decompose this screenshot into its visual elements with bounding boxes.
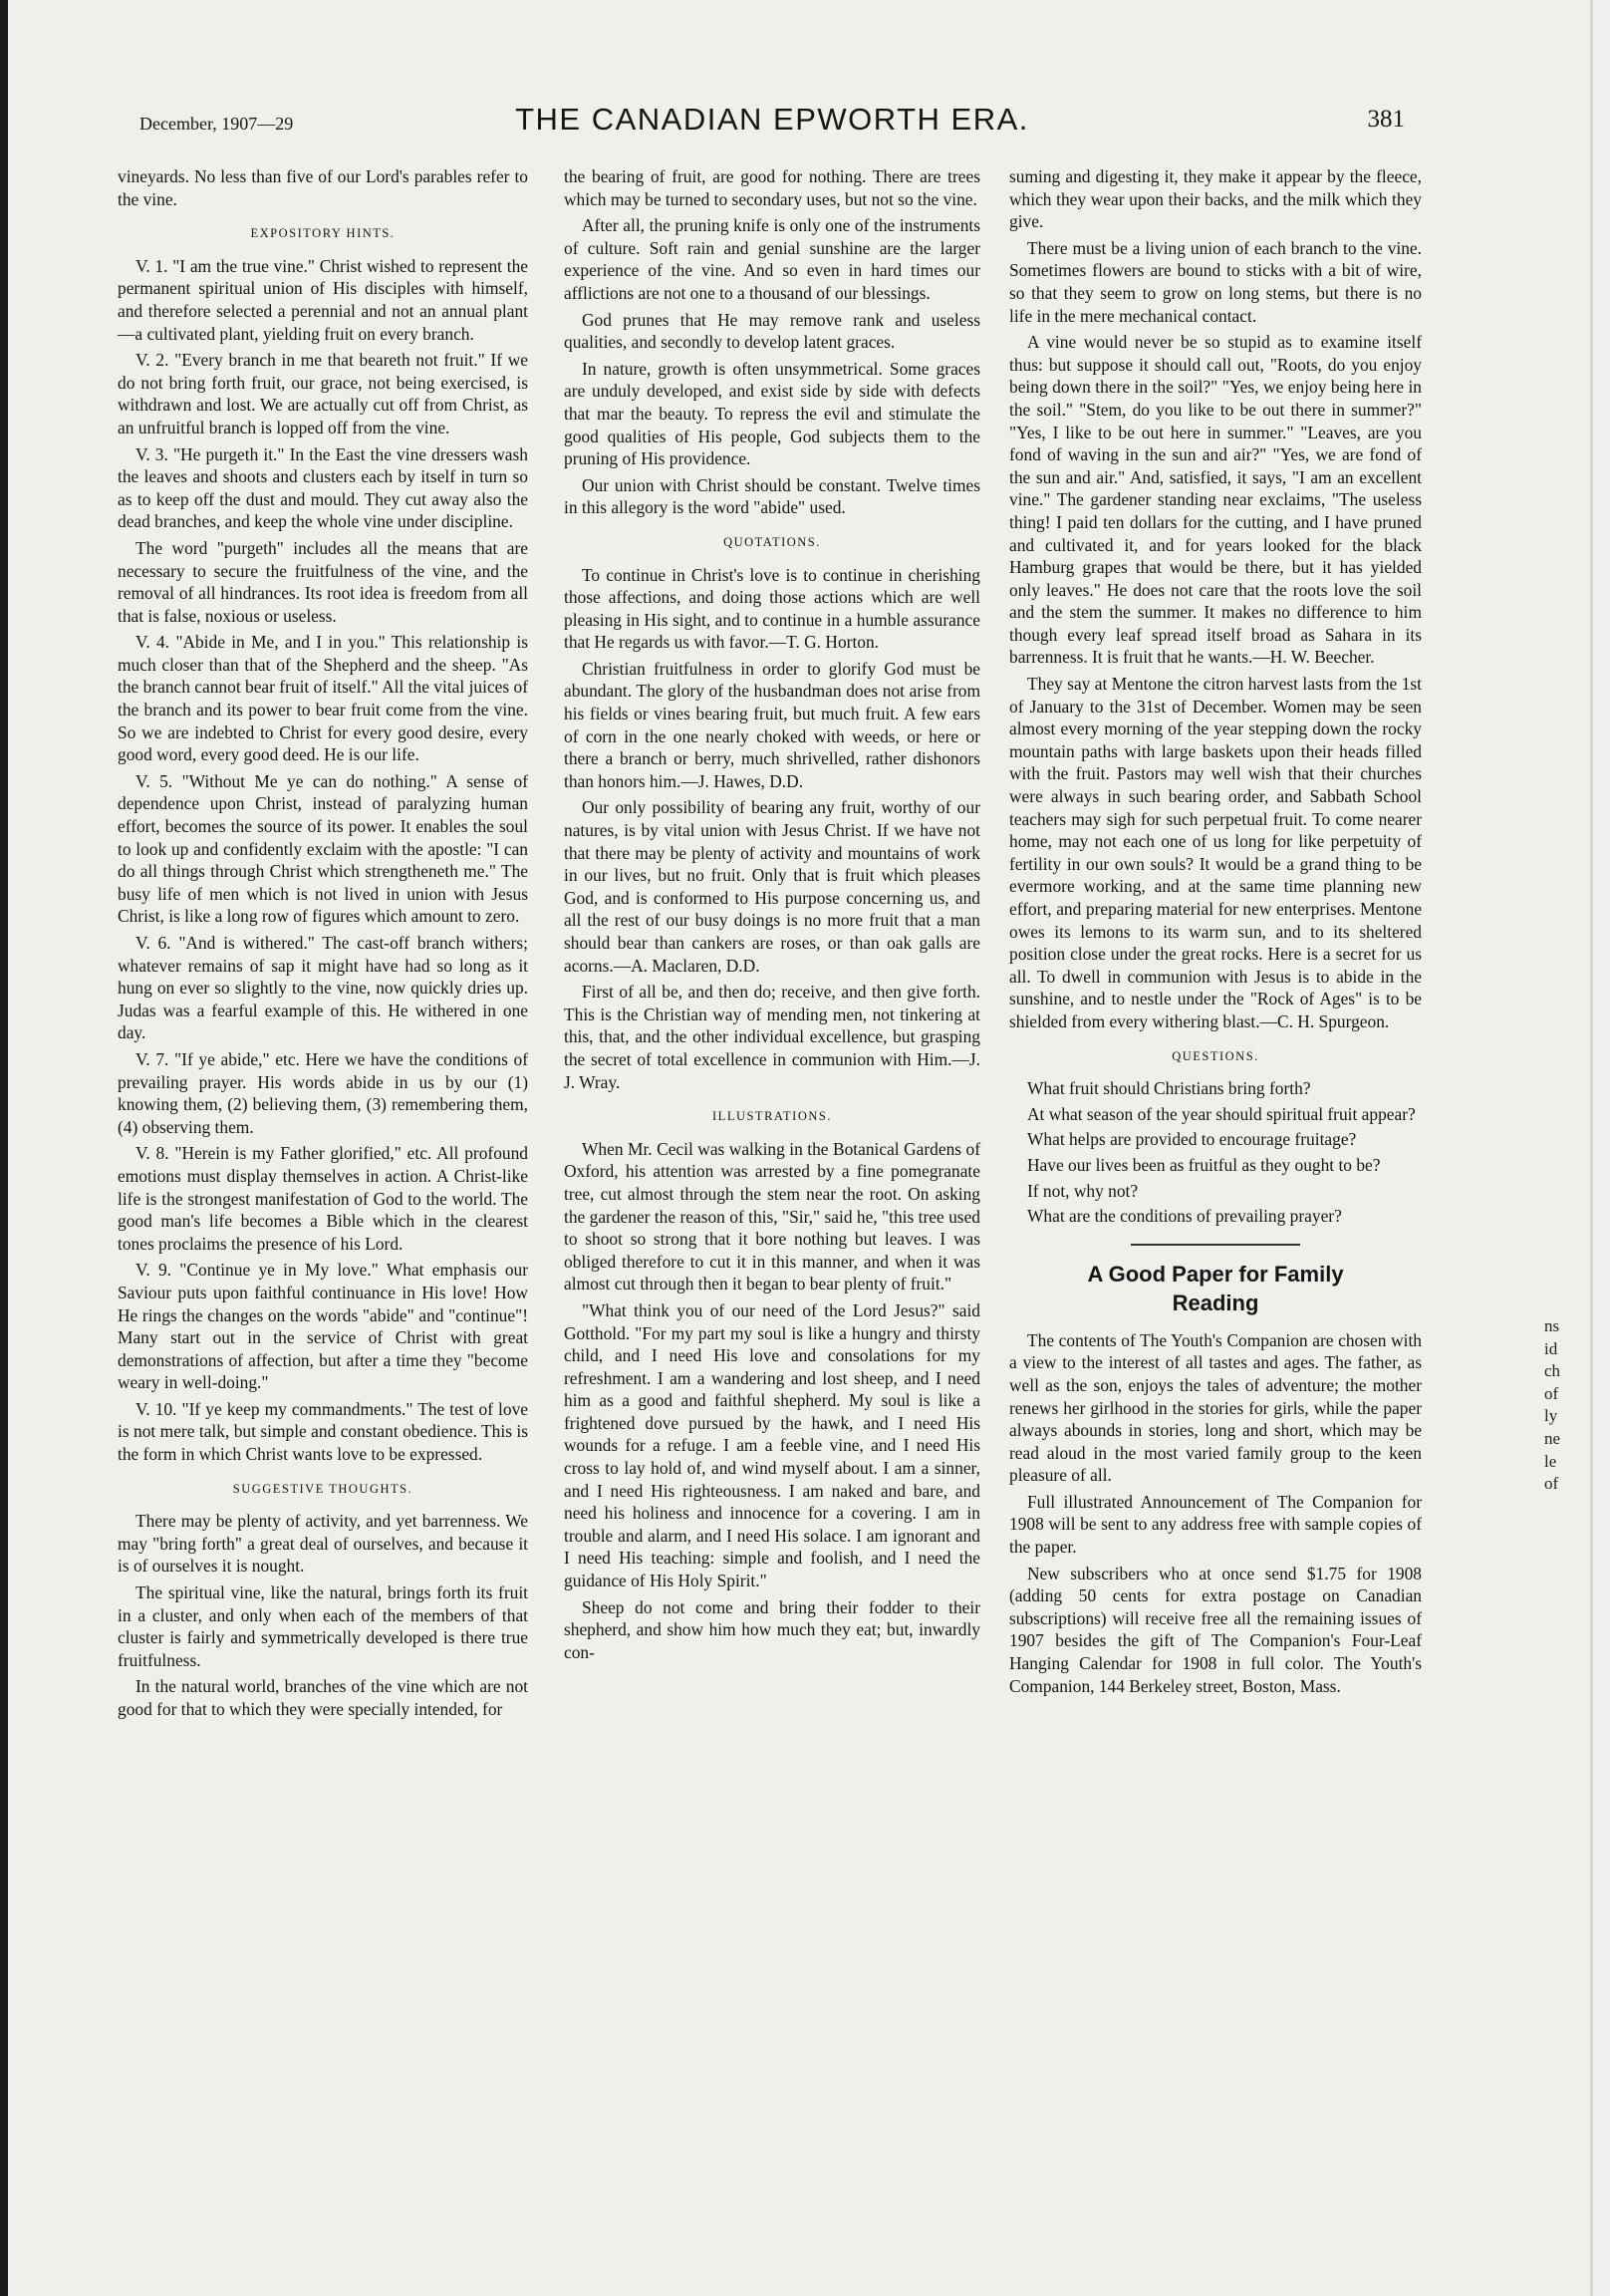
section-heading: QUESTIONS. <box>1172 1048 1259 1063</box>
scan-edge-right <box>1590 0 1610 2296</box>
paragraph: The contents of The Youth's Companion are chosen with a view to the interest of all tastes and ages. The father, as well as the son, enjoys the tales of adventure; the mother renews her girlhood in the stories for girls, while the paper always abounds in stories, long and short, which may be read aloud in the most varied family group to the keen pleasure of all. <box>1009 1329 1422 1486</box>
issue-date: December, 1907—29 <box>139 114 294 134</box>
bleed-fragment: ns <box>1544 1316 1560 1335</box>
question: What helps are provided to encourage fruitage? <box>1027 1129 1357 1150</box>
bleed-fragment: ly <box>1544 1406 1558 1426</box>
paragraph: After all, the pruning knife is only one of the instruments of culture. Soft rain and genial sunshine are the larger experience of the vine. And so even in hard times our afflictions are not one to a thousand of our blessings. <box>564 215 980 303</box>
question: At what season of the year should spiritual fruit appear? <box>1027 1103 1416 1124</box>
adjacent-page-bleed <box>1544 1315 1568 1496</box>
section-heading: QUOTATIONS. <box>723 534 821 549</box>
paragraph: V. 2. "Every branch in me that beareth not fruit." If we do not bring forth fruit, our grace, not being exercised, is withdrawn and lost. We are actually cut off from Christ, as an unfruitful branch is lopped off from the vine. <box>118 350 528 437</box>
paragraph: God prunes that He may remove rank and useless qualities, and secondly to develop latent graces. <box>564 309 980 353</box>
question: Have our lives been as fruitful as they ought to be? <box>1027 1154 1381 1175</box>
bleed-fragment: of <box>1544 1383 1559 1403</box>
column-2 <box>564 165 980 1667</box>
paragraph: The spiritual vine, like the natural, brings forth its fruit in a cluster, and only when each of the members of that cluster is fairly and symmetrically developed is there true fruitfulness. <box>118 1582 528 1670</box>
paragraph: A vine would never be so stupid as to examine itself thus: but suppose it should call out, "Roots, do you enjoy being down there in the soil?" "Yes, we enjoy being here in the soil." "Stem, do you like to be out there in summer?" "Yes, I like to be out here in summer." "Leaves, are you fond of waving in the sun and air?" "Yes, we are fond of the sun and air." And, satisfied, it says, "I am an excellent vine." The gardener standing near exclaims, "The useless thing! I paid ten dollars for the cutting, and I have pruned and cultivated it, and for years looked for the black Hamburg grapes that would be there, but it has yielded only leaves." He does not care that the roots love the soil and the stem the summer. It makes no difference to him though every leaf spread itself broad as Sahara in its barrenness. It is fruit that he wants.—H. W. Beecher. <box>1009 332 1422 668</box>
bleed-fragment: le <box>1544 1451 1557 1471</box>
paragraph: Full illustrated Announcement of The Companion for 1908 will be sent to any address free with sample copies of the paper. <box>1009 1491 1422 1558</box>
paragraph: V. 9. "Continue ye in My love." What emphasis our Saviour puts upon faithful continuance in His love! How He rings the changes on the words "abide" and "continue"! Many start out in the service of Christ with great demonstrations of affection, but after a time they "become weary in well-doing." <box>118 1260 528 1393</box>
advertisement-title-line: A Good Paper for Family <box>1087 1261 1344 1287</box>
publication-title: THE CANADIAN EPWORTH ERA. <box>515 102 1029 137</box>
advertisement-title-line: Reading <box>1172 1290 1259 1315</box>
advertisement-title <box>1009 1260 1422 1317</box>
paragraph: suming and digesting it, they make it appear by the fleece, which they wear upon their backs, and the milk which they give. <box>1009 166 1422 232</box>
paragraph: Christian fruitfulness in order to glorify God must be abundant. The glory of the husbandman does not arise from his fields or vines bearing fruit, but much fruit. A few ears of corn in the one nearly choked with weeds, or here or there a branch or berry, much shrivelled, rather dishonors than honors him.—J. Hawes, D.D. <box>564 658 980 791</box>
paragraph: vineyards. No less than five of our Lord's parables refer to the vine. <box>118 166 528 209</box>
paragraph: The word "purgeth" includes all the means that are necessary to secure the fruitfulness of the vine, and the removal of all hindrances. Its root idea is freedom from all that is false, noxious or useless. <box>118 537 528 626</box>
column-1 <box>118 165 528 1725</box>
paragraph: There must be a living union of each branch to the vine. Sometimes flowers are bound to sticks with a bit of wire, so that they seem to grow on long stems, but there is no life in the mere mechanical contact. <box>1009 237 1422 326</box>
paragraph: When Mr. Cecil was walking in the Botanical Gardens of Oxford, his attention was arrested by a fine pomegranate tree, cut almost through the stem near the root. On asking the gardener the reason of this, "Sir," said he, "this tree used to shoot so strong that it bore nothing but leaves. I was obliged therefore to cut it in this manner, and when it was almost cut through then it began to bear plenty of fruit." <box>564 1138 980 1294</box>
paragraph: There may be plenty of activity, and yet barrenness. We may "bring forth" a great deal of ourselves, and because it is of ourselves it is nought. <box>118 1511 528 1577</box>
bleed-fragment: ch <box>1544 1361 1561 1381</box>
section-divider <box>1131 1244 1300 1246</box>
paragraph: Our union with Christ should be constant. Twelve times in this allegory is the word "abide" used. <box>564 474 980 518</box>
page-number: 381 <box>1367 106 1405 133</box>
paragraph: V. 5. "Without Me ye can do nothing." A sense of dependence upon Christ, instead of paralyzing human effort, becomes the source of its power. It enables the soul to look up and confidently exclaim with the apostle: "I can do all things through Christ which strengtheneth me." The busy life of men which is not lived in union with Jesus Christ, is like a long row of figures which amount to zero. <box>118 770 528 927</box>
paragraph: the bearing of fruit, are good for nothing. There are trees which may be turned to secondary uses, but not so the vine. <box>564 166 980 209</box>
paragraph: To continue in Christ's love is to continue in cherishing those affections, and doing those actions which are well pleasing in His sight, and to continue in a humble assurance that He regards us with favor.—T. G. Horton. <box>564 564 980 653</box>
section-heading: EXPOSITORY HINTS. <box>250 226 396 241</box>
paragraph: V. 1. "I am the true vine." Christ wished to represent the permanent spiritual union of His disciples with himself, and therefore selected a perennial and not an annual plant—a cultivated plant, yielding fruit on every branch. <box>118 255 528 344</box>
question: What are the conditions of prevailing prayer? <box>1027 1206 1342 1227</box>
section-heading: SUGGESTIVE THOUGHTS. <box>232 1481 413 1496</box>
paragraph: Our only possibility of bearing any fruit, worthy of our natures, is by vital union with Jesus Christ. If we have not that there may be plenty of activity and mountains of work in our lives, but no fruit. Only that is fruit which pleases God, and is conformed to His purpose concerning us, and all the rest of our busy doings is no more fruit that a man should bear than cankers are roses, or than oak galls are acorns.—A. Maclaren, D.D. <box>564 797 980 976</box>
paragraph: First of all be, and then do; receive, and then give forth. This is the Christian way of mending men, not tinkering at this, that, and the other individual excellence, but grasping the secret of total excellence in communion with Him.—J. J. Wray. <box>564 982 980 1092</box>
question: What fruit should Christians bring forth? <box>1027 1078 1311 1099</box>
paragraph: In the natural world, branches of the vine which are not good for that to which they were specially intended, for <box>118 1676 528 1719</box>
paragraph: Sheep do not come and bring their fodder to their shepherd, and show him how much they eat; but, inwardly con- <box>564 1596 980 1662</box>
paragraph: V. 8. "Herein is my Father glorified," etc. All profound emotions must display themselves in action. A Christ-like life is the strongest manifestation of God to the world. The good man's life becomes a Bible which in the clearest tones proclaims the presence of his Lord. <box>118 1143 528 1254</box>
bleed-fragment: id <box>1544 1338 1558 1358</box>
bleed-fragment: ne <box>1544 1428 1561 1448</box>
paragraph: In nature, growth is often unsymmetrical. Some graces are unduly developed, and exist side by side with defects that mar the beauty. To repress the evil and stimulate the good qualities of His people, God subjects them to the pruning of His providence. <box>564 358 980 469</box>
bleed-fragment: of <box>1544 1474 1559 1494</box>
column-3 <box>1009 165 1422 1701</box>
scan-edge-left <box>0 0 8 2296</box>
paragraph: V. 7. "If ye abide," etc. Here we have the conditions of prevailing prayer. His words abide in us by our (1) knowing them, (2) believing them, (3) remembering them, (4) observing them. <box>118 1048 528 1137</box>
paragraph: V. 10. "If ye keep my commandments." The test of love is not mere talk, but simple and constant obedience. This is the form in which Christ wants love to be expressed. <box>118 1398 528 1465</box>
paragraph: V. 4. "Abide in Me, and I in you." This relationship is much closer than that of the Shepherd and the sheep. "As the branch cannot bear fruit of itself." All the vital juices of the branch and its power to bear fruit come from the vine. So we are indebted to Christ for every good desire, every good word, every good deed. He is our life. <box>118 632 528 765</box>
paragraph: "What think you of our need of the Lord Jesus?" said Gotthold. "For my part my soul is like a hungry and thirsty child, and I need His love and consolations for my refreshment. I am a wandering and lost sheep, and I need him as a good and faithful shepherd. My soul is like a frightened dove pursued by the hawk, and I need His wounds for a refuge. I am a feeble vine, and I need His cross to lay hold of, and wind myself about. I am a sinner, and I need His righteousness. I am naked and bare, and need his holiness and innocence for a covering. I am in trouble and alarm, and I need His solace. I am ignorant and I need His teaching: simple and foolish, and I need the guidance of His Holy Spirit." <box>564 1299 980 1591</box>
question: If not, why not? <box>1027 1180 1139 1201</box>
section-heading: ILLUSTRATIONS. <box>712 1109 832 1124</box>
page-header <box>139 92 1405 142</box>
paragraph: V. 3. "He purgeth it." In the East the vine dressers wash the leaves and shoots and clusters each by itself in turn so as to keep off the dust and mould. They cut away also the dead branches, and keep the whole vine under discipline. <box>118 443 528 532</box>
paragraph: They say at Mentone the citron harvest lasts from the 1st of January to the 31st of December. Women may be seen almost every morning of the year stepping down the rocky mountain paths with large baskets upon their heads filled with the fruit. Pastors may well wish that their churches were always in such bearing order, and Sabbath School teachers may sigh for such perpetual fruit. To come nearer home, may not each one of us long for like perpetuity of fertility in our own souls? It would be a grand thing to be evermore working, and at the same time planning new effort, and preparing material for new enterprises. Mentone owes its lemons to its warm sun, and to its sheltered position close under the great rocks. Here is a secret for us all. To dwell in communion with Jesus is to abide in the sunshine, and to nestle under the "Rock of Ages" is to be shielded from every withering blast.—C. H. Spurgeon. <box>1009 674 1422 1031</box>
paragraph: New subscribers who at once send $1.75 for 1908 (adding 50 cents for extra postage on Canadian subscriptions) will receive free all the remaining issues of 1907 besides the gift of The Companion's Four-Leaf Hanging Calendar for 1908 in full color. The Youth's Companion, 144 Berkeley street, Boston, Mass. <box>1009 1563 1422 1696</box>
paragraph: V. 6. "And is withered." The cast-off branch withers; whatever remains of sap it might have had so long as it hung on ever so slightly to the vine, now quickly dries up. Judas was a fearful example of this. He withered in one day. <box>118 933 528 1043</box>
